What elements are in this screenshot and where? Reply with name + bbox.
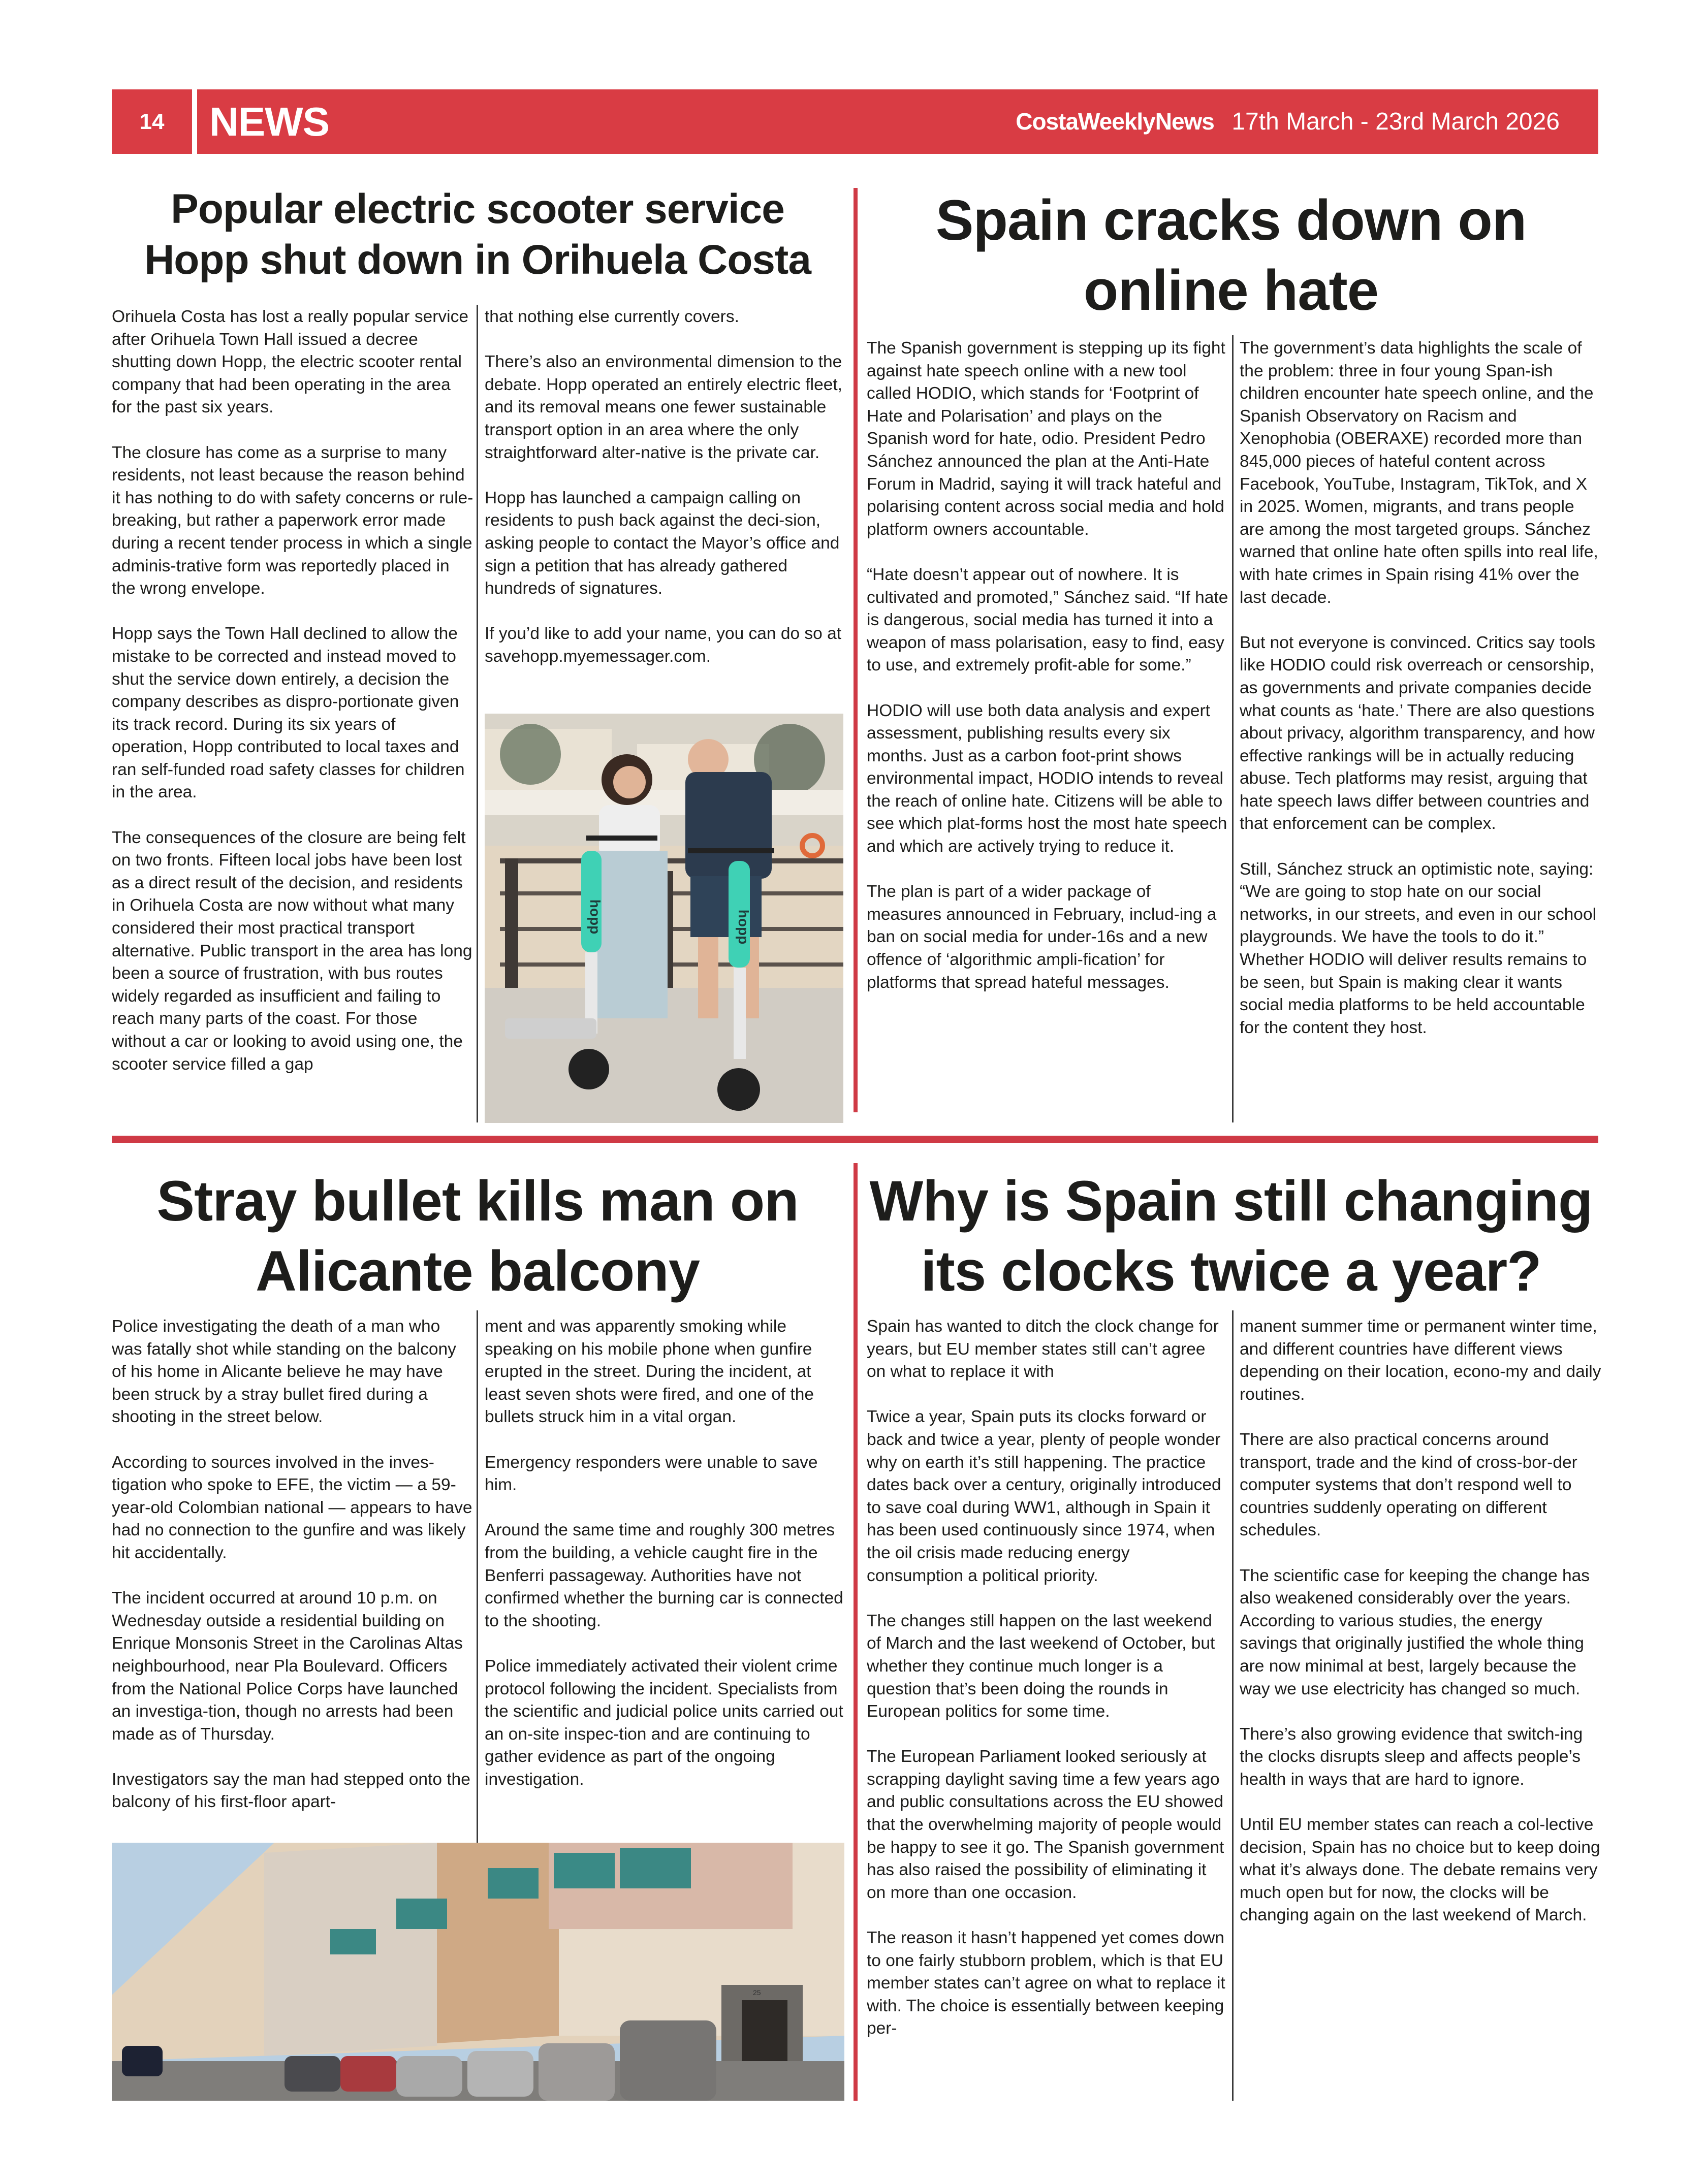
paragraph: “Hate doesn’t appear out of nowhere. It is cultivated and promoted,” Sánchez said. “If hate is dangerous, social media has turned it into a weapon of mass polarisation, easy to find, easy to use, and extremely profit-able for some.” bbox=[867, 565, 1228, 675]
publication-name: CostaWeeklyNews bbox=[1016, 108, 1214, 135]
headline-line: Popular electric scooter service bbox=[171, 186, 784, 232]
paragraph: The plan is part of a wider package of measures announced in February, includ-ing a ban on social media for under-16s and a new offence of ‘algorithmic ampli-fication’ for platforms that spread hateful messages. bbox=[867, 882, 1217, 992]
paragraph: Around the same time and roughly 300 metres from the building, a vehicle caught fire in the Benferri passageway. Authorities have not confirmed whether the burning car is connected to the shooting. bbox=[485, 1521, 843, 1630]
hopp-headline bbox=[112, 184, 843, 285]
paragraph: Still, Sánchez struck an optimistic note, saying: “We are going to stop hate on our social networks, in our streets, and even in our school playgrounds. We have the tools to do it.” Whether HODIO will deliver results remains to be seen, but Spain is making clear it wants social media platforms to be held accountable for the content they host. bbox=[1240, 859, 1597, 1037]
paragraph: The consequences of the closure are being felt on two fronts. Fifteen local jobs have been lost as a direct result of the decision, and residents in Orihuela Costa are now without what many considered their most practical transport alternative. Public transport in the area has long been a source of frustration, with bus routes widely regarded as insufficient and failing to reach many parts of the coast. For those without a car or looking to avoid using one, the scooter service filled a gap bbox=[112, 828, 472, 1074]
bullet-column-2 bbox=[485, 1315, 846, 1791]
clocks-column-rule bbox=[1232, 1310, 1234, 2101]
headline-line: Alicante balcony bbox=[255, 1239, 700, 1303]
masthead-info bbox=[1016, 89, 1560, 159]
page-number: 14 bbox=[139, 109, 165, 134]
paragraph: ment and was apparently smoking while speaking on his mobile phone when gunfire erupted in the street. During the incident, at least seven shots were fired, and one of the bullets struck him in a vital organ. bbox=[485, 1317, 814, 1427]
paragraph: The incident occurred at around 10 p.m. on Wednesday outside a residential building on Enrique Monsonis Street in the Carolinas Altas neighbourhood, near Pla Boulevard. Officers from the National Police Corps have launched an investiga-tion, though no arrests had been made as of Thursday. bbox=[112, 1589, 463, 1744]
page-number-box bbox=[112, 89, 192, 154]
paragraph: The closure has come as a surprise to many residents, not least because the reason behind it has nothing to do with safety concerns or rule-breaking, but rather a paperwork error made during a recent tender process in which a single adminis-trative form was reportedly placed in the wrong envelope. bbox=[112, 443, 473, 598]
paragraph: But not everyone is convinced. Critics say tools like HODIO could risk overreach or censorship, as governments and private companies decide what counts as ‘hate.’ There are also questions about privacy, algorithm transparency, and how effective rankings will be in actually reducing abuse. Tech platforms may resist, arguing that hate speech laws differ between countries and that enforcement can be complex. bbox=[1240, 633, 1596, 833]
scooter-photo bbox=[485, 714, 843, 1123]
hate-headline bbox=[864, 185, 1598, 326]
paragraph: There’s also an environmental dimension to the debate. Hopp operated an entirely electric fleet, and its removal means one fewer sustainable transport option in an area where the only straightforward alter-native is the private car. bbox=[485, 352, 842, 462]
scooter-photo-illustration bbox=[485, 714, 843, 1123]
horizontal-section-rule bbox=[112, 1136, 1598, 1143]
hopp-logo-text: hopp bbox=[587, 899, 603, 935]
street-photo-illustration bbox=[112, 1843, 844, 2101]
hate-column-rule bbox=[1232, 335, 1234, 1122]
headline-line: Stray bullet kills man on bbox=[156, 1169, 799, 1233]
paragraph: The scientific case for keeping the change has also weakened considerably over the years. According to various studies, the energy savings that originally justified the whole thing are now minimal at best, largely because the way we use electricity has changed so much. bbox=[1240, 1566, 1590, 1698]
headline-line: Why is Spain still changing bbox=[869, 1169, 1593, 1233]
paragraph: The European Parliament looked seriously at scrapping daylight saving time a few years ago and public consultations across the EU showed that the overwhelming majority of people would be happy to see it go. The Spanish government has also raised the possibility of eliminating it on more than one occasion. bbox=[867, 1747, 1224, 1902]
paragraph: The reason it hasn’t happened yet comes down to one fairly stubborn problem, which is that EU member states can’t agree on what to replace it with. The choice is essentially between keeping per- bbox=[867, 1929, 1225, 2038]
paragraph: The Spanish government is stepping up its fight against hate speech online with a new tool called HODIO, which stands for ‘Footprint of Hate and Polarisation’ and plays on the Spanish word for hate, odio. President Pedro Sánchez announced the plan at the Anti-Hate Forum in Madrid, saying it will track hateful and polarising content across social media and hold platform owners accountable. bbox=[867, 339, 1225, 539]
paragraph: The government’s data highlights the scale of the problem: three in four young Span-ish children encounter hate speech online, and the Spanish Observatory on Racism and Xenophobia (OBERAXE) recorded more than 845,000 pieces of hateful content across Facebook, YouTube, Instagram, TikTok, and X in 2025. Women, migrants, and trans people are among the most targeted groups. Sánchez warned that online hate often spills into real life, with hate crimes in Spain rising 41% over the last decade. bbox=[1240, 339, 1598, 607]
paragraph: Police investigating the death of a man who was fatally shot while standing on the balcony of his home in Alicante believe he may have been struck by a stray bullet fired during a shooting in the street below. bbox=[112, 1317, 456, 1427]
hate-column-1 bbox=[867, 337, 1228, 994]
paragraph: Police immediately activated their violent crime protocol following the incident. Specialists from the scientific and judicial police units carried out an on-site inspec-tion and are continuing to gather evidence as part of the ongoing investigation. bbox=[485, 1656, 843, 1789]
clocks-column-1 bbox=[867, 1315, 1228, 2040]
headline-line: online hate bbox=[1083, 259, 1379, 322]
bullet-column-1 bbox=[112, 1315, 473, 1814]
hopp-logo-text: hopp bbox=[736, 909, 751, 945]
paragraph: Investigators say the man had stepped onto the balcony of his first-floor apart- bbox=[112, 1770, 470, 1812]
issue-date-range: 17th March - 23rd March 2026 bbox=[1231, 108, 1560, 135]
street-buildings-photo bbox=[112, 1843, 844, 2101]
bullet-column-rule bbox=[477, 1310, 478, 1844]
column-divider-top bbox=[854, 188, 858, 1112]
paragraph: There’s also growing evidence that switch-ing the clocks disrupts sleep and affects people’s health in ways that are hard to ignore. bbox=[1240, 1724, 1583, 1789]
headline-line: Hopp shut down in Orihuela Costa bbox=[144, 237, 811, 283]
clocks-headline bbox=[864, 1166, 1598, 1306]
paragraph: Hopp says the Town Hall declined to allow the mistake to be corrected and instead moved to shut the service down entirely, a decision the company describes as dispro-portionate given its track record. During its six years of operation, Hopp contributed to local taxes and ran self-funded road safety classes for children in the area. bbox=[112, 624, 465, 802]
section-header-band bbox=[197, 89, 1598, 154]
column-divider-bottom bbox=[854, 1163, 858, 2101]
hopp-column-2 bbox=[485, 306, 843, 668]
paragraph: Until EU member states can reach a col-lective decision, Spain has no choice but to keep doing what it’s always done. The debate remains very much open but for now, the clocks will be changing again on the last weekend of March. bbox=[1240, 1815, 1600, 1925]
paragraph: According to sources involved in the inves-tigation who spoke to EFE, the victim — a 59-year-old Colombian national — appears to have had no connection to the gunfire and was likely hit accidentally. bbox=[112, 1453, 472, 1562]
paragraph: Emergency responders were unable to save him. bbox=[485, 1453, 818, 1495]
paragraph: HODIO will use both data analysis and expert assessment, publishing results every six months. Just as a carbon foot-print shows environmental impact, HODIO intends to reveal the reach of online hate. Citizens will be able to see which plat-forms host the most hate speech and which are actively trying to reduce it. bbox=[867, 701, 1227, 856]
paragraph: that nothing else currently covers. bbox=[485, 307, 739, 326]
paragraph: There are also practical concerns around transport, trade and the kind of cross-bor-der computer systems that don’t respond well to countries suddenly operating on different schedules. bbox=[1240, 1430, 1577, 1540]
hopp-column-rule bbox=[477, 305, 478, 1122]
paragraph: Spain has wanted to ditch the clock change for years, but EU member states still can’t agree on what to replace it with bbox=[867, 1317, 1219, 1382]
paragraph: Hopp has launched a campaign calling on residents to push back against the deci-sion, asking people to contact the Mayor’s office and sign a petition that has already gathered hundreds of signatures. bbox=[485, 488, 840, 598]
clocks-column-2 bbox=[1240, 1315, 1601, 1927]
paragraph: If you’d like to add your name, you can do so at savehopp.myemessager.com. bbox=[485, 624, 842, 666]
paragraph: manent summer time or permanent winter time, and different countries have different views depending on their location, econo-my and daily routines. bbox=[1240, 1317, 1601, 1404]
hopp-column-1 bbox=[112, 306, 473, 1076]
bullet-headline bbox=[112, 1166, 843, 1306]
headline-line: Spain cracks down on bbox=[935, 188, 1527, 252]
section-title: NEWS bbox=[209, 99, 329, 144]
paragraph: The changes still happen on the last weekend of March and the last weekend of October, but whether they continue much longer is a question that’s been doing the rounds in European politics for some time. bbox=[867, 1611, 1215, 1721]
door-number: 25 bbox=[753, 1988, 761, 1997]
headline-line: its clocks twice a year? bbox=[921, 1239, 1541, 1303]
paragraph: Orihuela Costa has lost a really popular service after Orihuela Town Hall issued a decree shutting down Hopp, the electric scooter rental company that had been operating in the area for the past six years. bbox=[112, 307, 468, 417]
hate-column-2 bbox=[1240, 337, 1601, 1039]
paragraph: Twice a year, Spain puts its clocks forward or back and twice a year, plenty of people wonder why on earth it’s still happening. The practice dates back over a century, originally introduced to save coal during WW1, although in Spain it has been used continuously since 1974, when the oil crisis made reducing energy consumption a political priority. bbox=[867, 1407, 1221, 1585]
